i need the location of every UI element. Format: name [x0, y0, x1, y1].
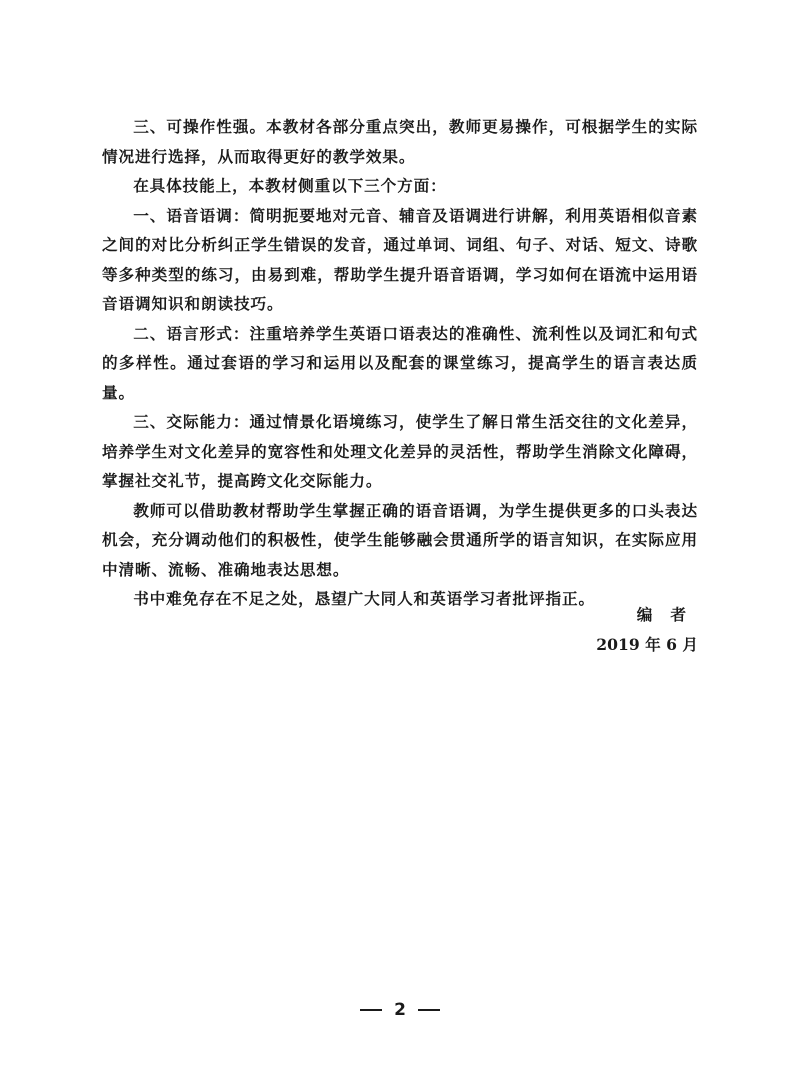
paragraph-communication: 三、交际能力：通过情景化语境练习，使学生了解日常生活交往的文化差异，培养学生对文化差异的宽容性和处理文化差异的灵活性，帮助学生消除文化障碍，掌握社交礼节，提高跨文化交际能力。 — [102, 412, 698, 490]
footer-dash-left — [360, 1009, 382, 1011]
page-footer — [0, 1000, 800, 1020]
paragraph-skills-intro: 在具体技能上，本教材侧重以下三个方面： — [133, 176, 447, 195]
footer-dash-right — [418, 1009, 440, 1011]
signature-author: 编者 — [636, 605, 704, 624]
paragraph-closing: 书中难免存在不足之处，恳望广大同人和英语学习者批评指正。 — [133, 589, 596, 608]
paragraph-teacher-usage: 教师可以借助教材帮助学生掌握正确的语音语调，为学生提供更多的口头表达机会，充分调动他们的积极性，使学生能够融会贯通所学的语言知识，在实际应用中清晰、流畅、准确地表达思想。 — [102, 500, 698, 579]
paragraph-pronunciation: 一、语音语调：简明扼要地对元音、辅音及语调进行讲解，利用英语相似音素之间的对比分析纠正学生错误的发音，通过单词、词组、句子、对话、短文、诗歌等多种类型的练习，由易到难，帮助学生提升语音语调，学习如何在语流中运用语音语调知识和朗读技巧。 — [102, 205, 698, 313]
paragraph-operability: 三、可操作性强。本教材各部分重点突出，教师更易操作，可根据学生的实际情况进行选择，从而取得更好的教学效果。 — [102, 117, 698, 166]
page-number: 2 — [394, 1000, 406, 1020]
signature-block — [596, 600, 704, 659]
signature-date: 2019 年 6 月 — [596, 634, 698, 654]
body-text — [102, 112, 698, 614]
paragraph-language-form: 二、语言形式：注重培养学生英语口语表达的准确性、流利性以及词汇和句式的多样性。通过套语的学习和运用以及配套的课堂练习，提高学生的语言表达质量。 — [102, 323, 698, 402]
